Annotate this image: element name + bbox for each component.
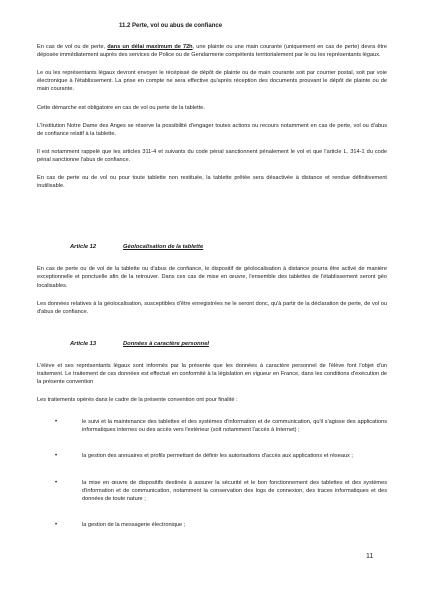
page-content [37,22,387,547]
bullet-icon: • [55,521,58,528]
list-item: • la gestion des annuaires et profils permettant de définir les autorisations d'accès aux applications et réseaux ; [55,453,353,460]
article-12-heading [70,243,387,251]
article-12-title: Géolocalisation de la tablette [123,244,204,251]
list-item: • la gestion de la messagerie électronique ; [55,521,186,528]
paragraph-loss-theft: En cas de vol ou de perte, dans un délai maximum de 72h, une plainte ou une main courante (uniquement en cas de perte) devra être déposée immédiatement auprès des services de Police ou de Gendarmerie compétents territorialement par le ou les représentants légaux. [37,44,388,59]
bullet-icon: • [55,479,58,486]
deadline-emphasis: dans un délai maximum de 72h [107,44,193,51]
article-13-paragraph-2: Les traitements opérés dans le cadre de la présente convention ont pour finalité : [37,397,238,404]
article-13-title: Données à caractère personnel [123,340,210,347]
page-number: 11 [366,553,374,560]
article-12-paragraph-2: Les données relatives à la géolocalisation, susceptibles d'être enregistrées ne le seront donc, qu'à partir de la déclaration de perte, de vol ou d'abus de confiance. [37,300,387,315]
article-13-paragraph-1: L'élève et ses représentants légaux sont informés par la présente que les données à caractère personnel de l'élève font l'objet d'un traitement. Le traitement de ces données est effectué en conformité à la législation en vigueur en France, dans les conditions d'exécution de la présente convention [37,362,387,386]
section-title: 11.2 Perte, vol ou abus de confiance [119,23,223,29]
purposes-list [37,418,387,529]
paragraph-deactivation: En cas de perte ou de vol ou pour toute tablette non restituée, la tablette prêtée sera désactivée à distance et rendue définitivement inutilisable. [37,175,387,190]
paragraph-receipt: Le ou les représentants légaux devront envoyer le récépissé de dépôt de plainte ou de main courante soit par courrier postal, soit par voie électronique à l'établissement. La prise en compte ne sera effective qu'après réception des documents prouvant le dépôt de plainte ou de main courante. [37,70,387,93]
bullet-icon: • [55,453,58,460]
list-item: • le suivi et la maintenance des tablettes et des systèmes d'information et de communication, qu'il s'agisse des applications informatiques internes ou des accès vers l'extérieur (soit notamment l'accès à Internet) ; [55,419,387,434]
article-13-number: Article 13 [70,340,97,347]
paragraph-mandatory: Cette démarche est obligatoire en cas de vol ou perte de la tablette. [37,104,205,111]
article-12-paragraph-1: En cas de perte ou de vol de la tablette ou d'abus de confiance, le dispositif de géolocalisation à distance pourra être activé de manière exceptionnelle et ponctuelle afin de la retrouver. Dans ces cas de mise en œuvre, l'ensemble des tablettes de l'établissement seront géo localisables. [37,266,387,289]
bullet-icon: • [55,419,58,426]
paragraph-penal-code: Il est notamment rappelé que les articles 311-4 et suivants du code pénal sanctionnent pénalement le vol et que l'article L. 314-1 du code pénal sanctionne l'abus de confiance. [37,148,387,163]
article-12-number: Article 12 [70,244,97,251]
list-item: • la mise en œuvre de dispositifs destinés à assurer la sécurité et le bon fonctionnement des tablettes et des systèmes d'information et de communication, notamment la conservation des logs de connexion, des traces informatiques et des données de toute nature ; [55,479,387,502]
paragraph-institution-rights: L'Institution Notre Dame des Anges se réserve la possibilité d'engager toutes actions ou recours notamment en cas de perte, vol ou d'abus de confiance relatif à la tablette. [37,122,387,137]
article-13-heading [70,340,387,348]
